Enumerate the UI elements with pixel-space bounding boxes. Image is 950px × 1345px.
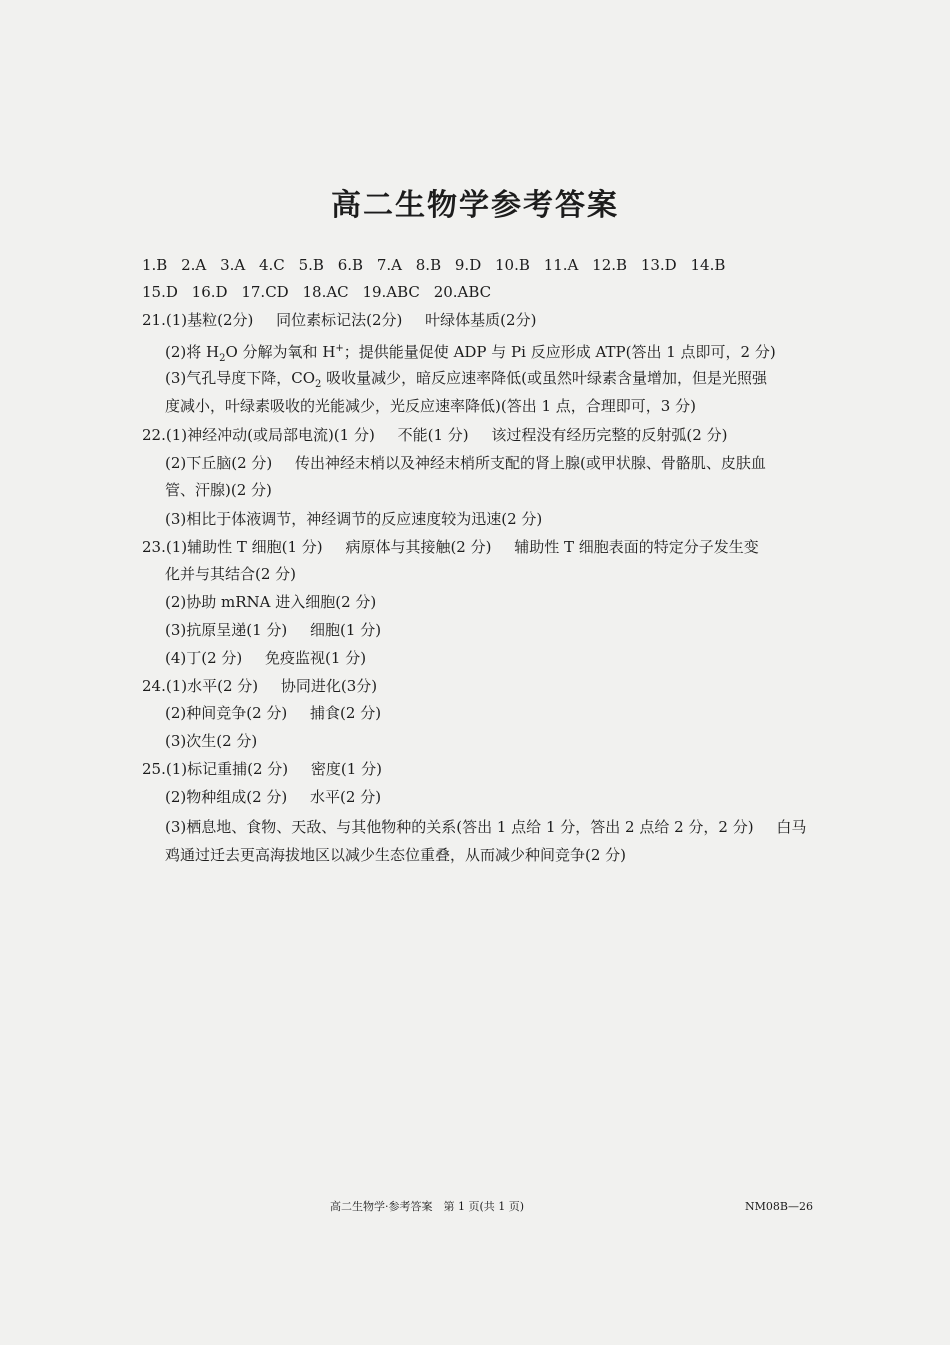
mc-answer: 19.ABC <box>362 283 420 301</box>
mc-answer: 5.B <box>298 256 324 274</box>
mc-answers-row-1 <box>142 255 734 275</box>
mc-answer: 11.A <box>543 256 579 274</box>
page-footer: 高二生物学·参考答案 第 1 页(共 1 页) <box>330 1200 525 1213</box>
q23-line-1 <box>142 537 759 557</box>
answer-segment: 25.(1)标记重捕(2 分) <box>142 760 289 778</box>
q25-line-4: 鸡通过迁去更高海拔地区以减少生态位重叠，从而减少种间竞争(2 分) <box>165 846 627 864</box>
answer-segment: 叶绿体基质(2分) <box>425 311 537 329</box>
answer-segment: 该过程没有经历完整的反射弧(2 分) <box>491 426 728 444</box>
answer-segment: 病原体与其接触(2 分) <box>345 538 492 556</box>
q23-line-2: 化并与其结合(2 分) <box>165 565 297 583</box>
answer-text: 吸收量减少，暗反应速率降低(或虽然叶绿素含量增加，但是光照强 <box>321 369 768 387</box>
answer-segment: 捕食(2 分) <box>310 704 382 722</box>
q22-line-4: (3)相比于体液调节，神经调节的反应速度较为迅速(2 分) <box>165 510 543 528</box>
q21-line-3 <box>165 368 767 395</box>
q23-line-3: (2)协助 mRNA 进入细胞(2 分) <box>165 593 377 611</box>
answer-segment: (3)抗原呈递(1 分) <box>165 621 288 639</box>
q24-line-2 <box>165 703 381 723</box>
answer-segment: 辅助性 T 细胞表面的特定分子发生变 <box>514 538 759 556</box>
subscript: 2 <box>219 353 226 364</box>
answer-segment: 同位素标记法(2分) <box>276 311 403 329</box>
q25-line-3 <box>165 817 806 837</box>
answer-segment: (2)物种组成(2 分) <box>165 788 288 806</box>
mc-answer: 18.AC <box>302 283 349 301</box>
q21-line-2 <box>165 339 776 369</box>
mc-answer: 16.D <box>191 283 228 301</box>
answer-segment: (3)栖息地、食物、天敌、与其他物种的关系(答出 1 点给 1 分，答出 2 点给 2 分，2 分) <box>165 818 754 836</box>
answer-segment: 水平(2 分) <box>310 788 382 806</box>
answer-text: ；提供能量促使 ADP 与 Pi 反应形成 ATP(答出 1 点即可，2 分) <box>343 343 776 361</box>
mc-answer: 2.A <box>181 256 207 274</box>
answer-text: (3)气孔导度下降，CO <box>165 369 316 387</box>
answer-segment: 21.(1)基粒(2分) <box>142 311 254 329</box>
subscript: 2 <box>315 379 322 390</box>
mc-answer: 10.B <box>495 256 530 274</box>
answer-segment: 24.(1)水平(2 分) <box>142 677 259 695</box>
answer-segment: 免疫监视(1 分) <box>265 649 367 667</box>
mc-answer: 1.B <box>142 256 168 274</box>
mc-answer: 9.D <box>454 256 482 274</box>
answer-segment: 白马 <box>776 818 807 836</box>
mc-answer: 14.B <box>690 256 726 274</box>
mc-answer: 17.CD <box>241 283 289 301</box>
mc-answers-row-2 <box>142 282 500 302</box>
q23-line-4 <box>165 620 381 640</box>
answer-segment: 传出神经末梢以及神经末梢所支配的肾上腺(或甲状腺、骨骼肌、皮肤血 <box>295 454 766 472</box>
q21-line-1 <box>142 310 554 330</box>
mc-answer: 12.B <box>592 256 628 274</box>
answer-text: (2)将 H <box>165 343 220 361</box>
mc-answer: 3.A <box>220 256 246 274</box>
mc-answer: 13.D <box>640 256 677 274</box>
mc-answer: 6.B <box>337 256 364 274</box>
answer-segment: 22.(1)神经冲动(或局部电流)(1 分) <box>142 426 375 444</box>
q24-line-1 <box>142 676 377 696</box>
q24-line-3: (3)次生(2 分) <box>165 732 258 750</box>
q22-line-1 <box>142 425 745 445</box>
mc-answer: 15.D <box>142 283 178 301</box>
q23-line-5 <box>165 648 366 668</box>
mc-answer: 20.ABC <box>433 283 492 301</box>
answer-segment: (4)丁(2 分) <box>165 649 243 667</box>
answer-segment: 23.(1)辅助性 T 细胞(1 分) <box>142 538 323 556</box>
q25-line-1 <box>142 759 382 779</box>
q22-line-2 <box>165 453 766 473</box>
answer-segment: 细胞(1 分) <box>310 621 382 639</box>
answer-segment: 不能(1 分) <box>397 426 469 444</box>
answer-segment: 协同进化(3分) <box>280 677 378 695</box>
mc-answer: 8.B <box>415 256 442 274</box>
answer-segment: (2)种间竞争(2 分) <box>165 704 288 722</box>
superscript: + <box>335 343 344 354</box>
page-title: 高二生物学参考答案 <box>331 188 619 223</box>
answer-segment: 密度(1 分) <box>310 760 382 778</box>
mc-answer: 4.C <box>259 256 285 274</box>
q21-line-4: 度减小，叶绿素吸收的光能减少，光反应速率降低)(答出 1 点，合理即可，3 分) <box>165 397 696 415</box>
q22-line-3: 管、汗腺)(2 分) <box>165 481 272 499</box>
document-code: NM08B—26 <box>745 1200 813 1213</box>
answer-text: O 分解为氧和 H <box>225 343 336 361</box>
mc-answer: 7.A <box>376 256 402 274</box>
q25-line-2 <box>165 787 381 807</box>
answer-segment: (2)下丘脑(2 分) <box>165 454 273 472</box>
